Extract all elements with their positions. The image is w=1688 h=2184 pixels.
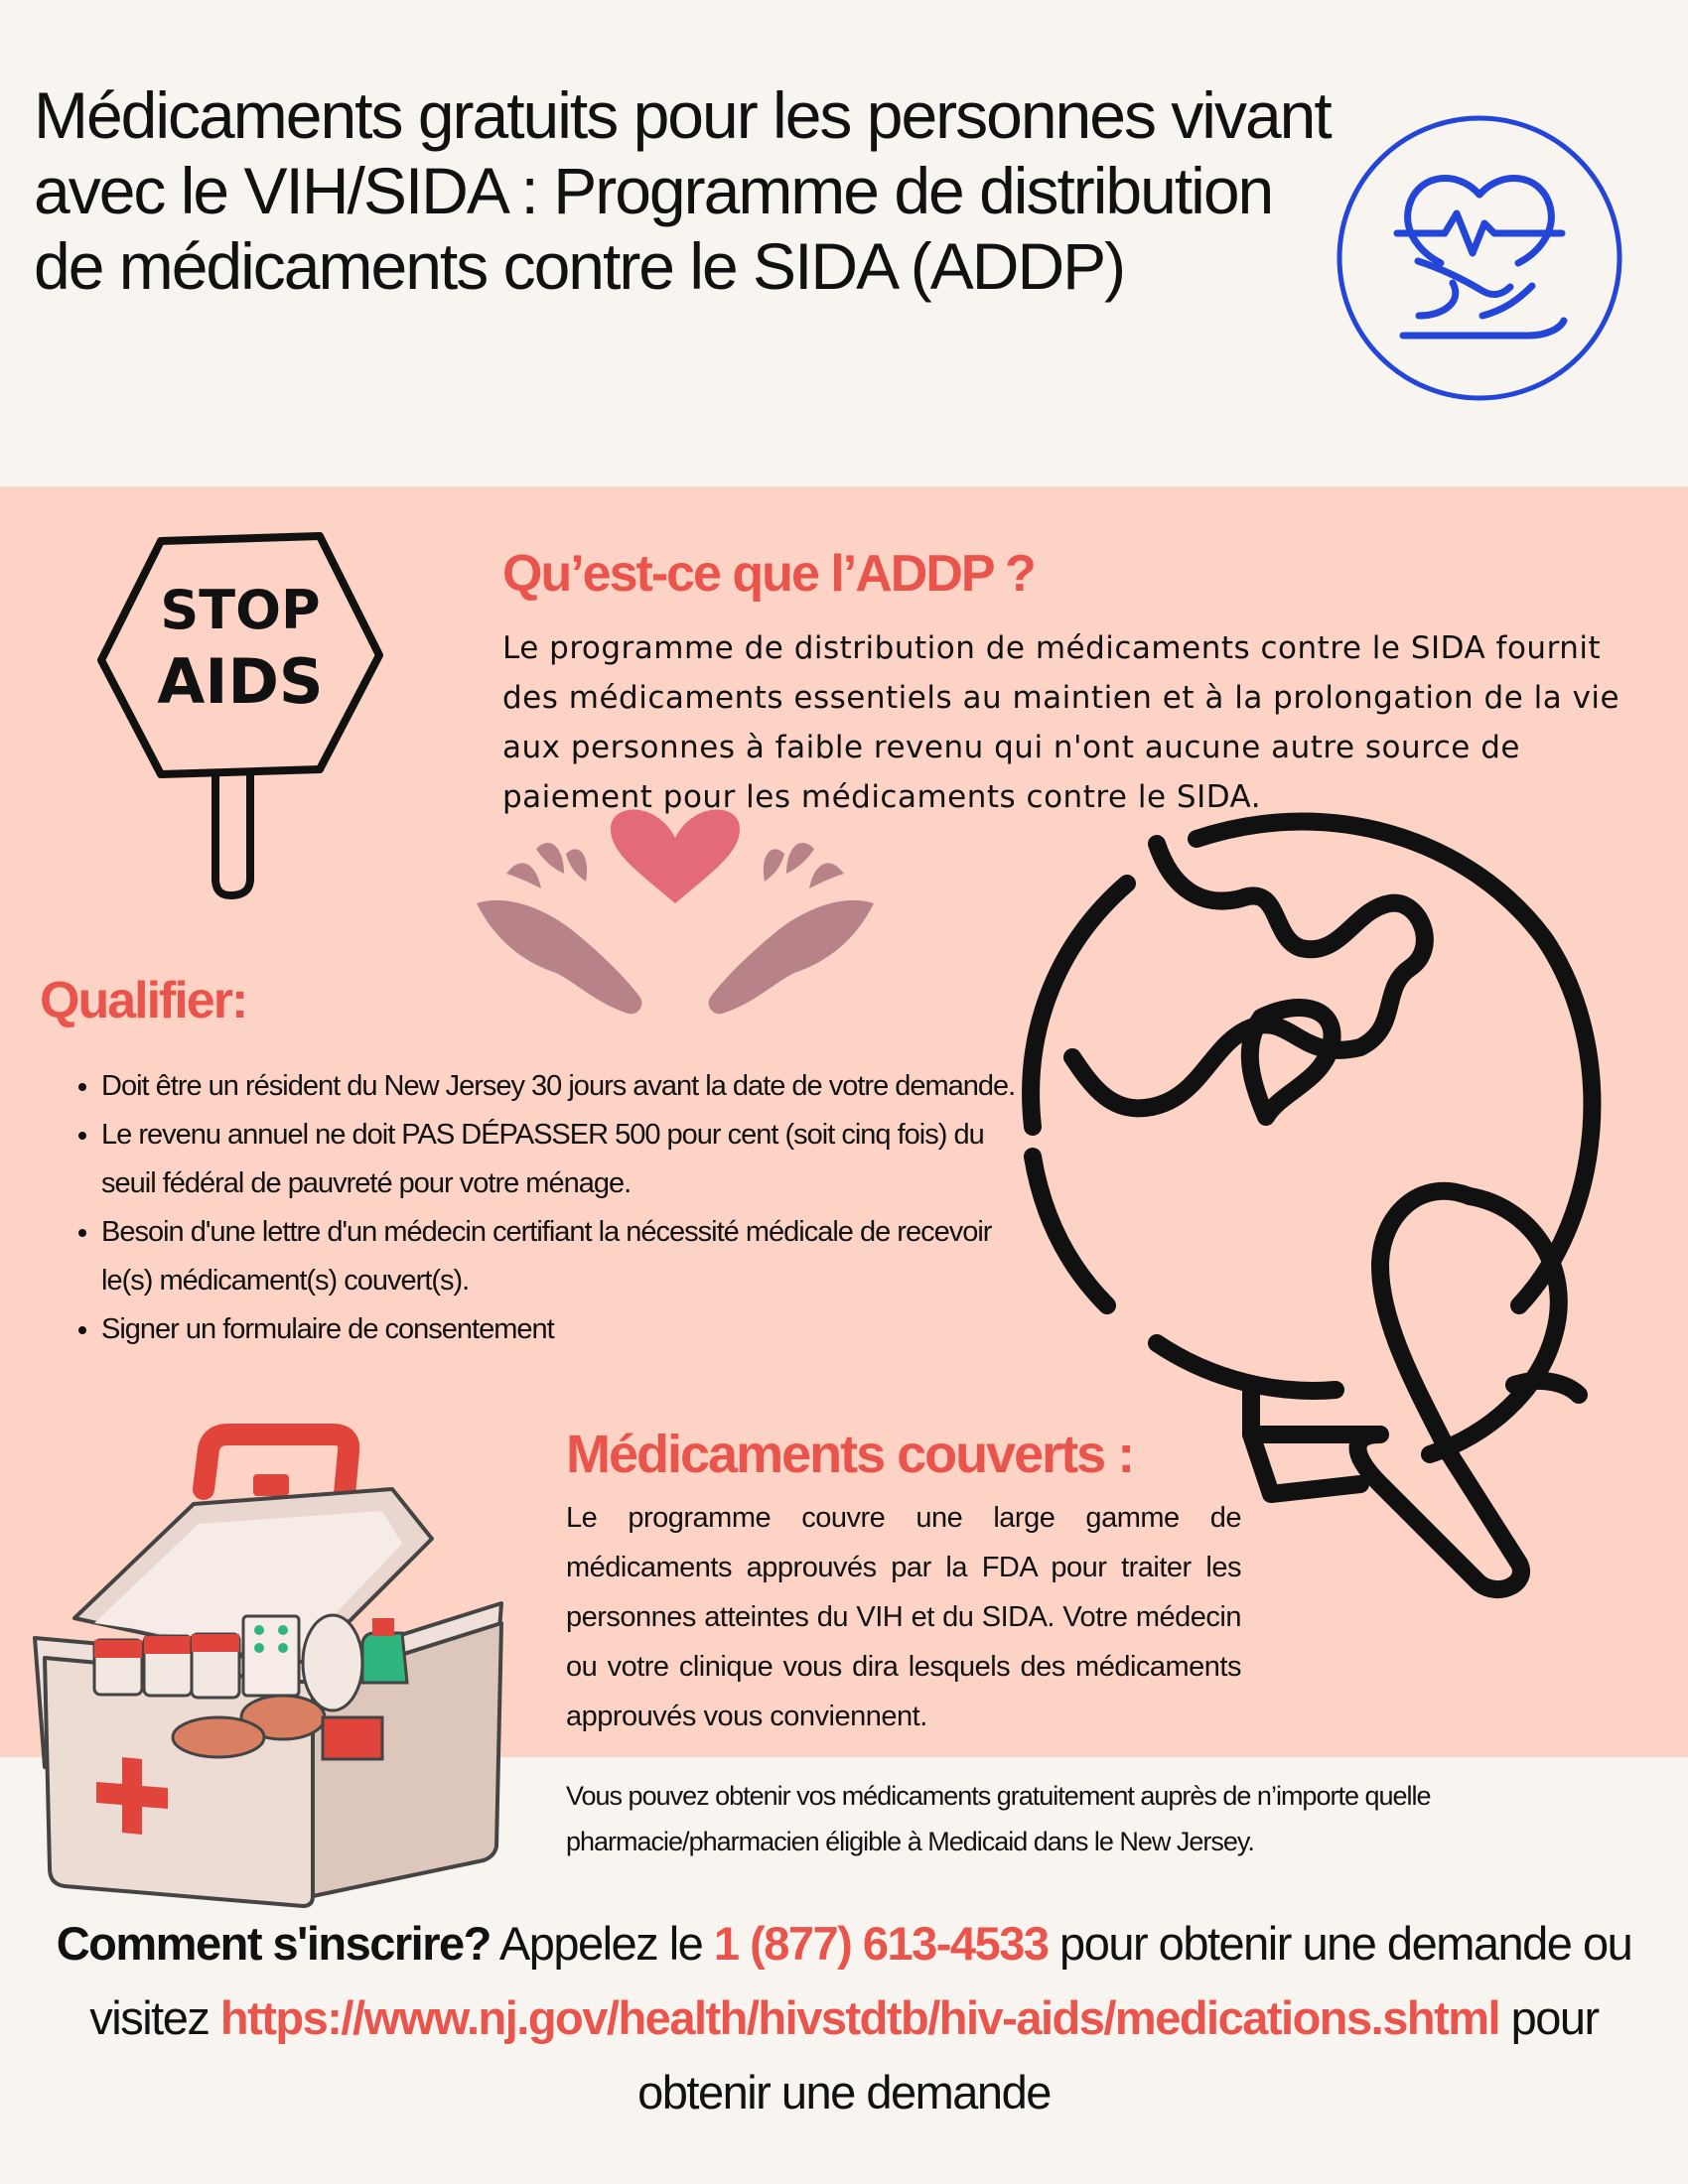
enroll-middle-text: pour obtenir une demande ou visitez — [89, 1917, 1632, 2044]
what-body: Le programme de distribution de médicaments contre le SIDA fournit des médicaments essentiels au maintien et à la prolongation de la vie aux personnes à faible revenu qui n'ont aucune autre source de paiement pour les médicaments contre le SIDA. — [502, 630, 1620, 815]
list-item: • Besoin d'une lettre d'un médecin certifiant la nécessité médicale de recevoir le(s) médicament(s) couvert(s). — [101, 1208, 1025, 1305]
application-url-link[interactable]: https://www.nj.gov/health/hivstdtb/hiv-aids/medications.shtml — [219, 1991, 1500, 2044]
qualify-list — [62, 1062, 1025, 1354]
pharmacy-note: Vous pouvez obtenir vos médicaments gratuitement auprès de n’importe quelle pharmacie/pharmacien éligible à Medicaid dans le New Jersey. — [566, 1781, 1431, 1856]
stop-text: STOP — [160, 579, 321, 641]
page-title: Médicaments gratuits pour les personnes vivant avec le VIH/SIDA : Programme de distribution de médicaments contre le SIDA (ADDP) — [34, 78, 1331, 303]
covered-body: Le programme couvre une large gamme de médicaments approuvés par la FDA pour traiter les personnes atteintes du VIH et du SIDA. Votre médecin ou votre clinique vous dira lesquels des médicaments approuvés vous conviennent. — [566, 1502, 1241, 1732]
enroll-info — [40, 1906, 1648, 2129]
heart-hand-health-icon — [1334, 112, 1625, 404]
medical-kit-icon — [15, 1410, 511, 1916]
enroll-suffix-text: pour obtenir une demande — [637, 1991, 1599, 2118]
covered-heading: Médicaments couverts : — [566, 1425, 1134, 1484]
list-item: • Le revenu annuel ne doit PAS DÉPASSER 500 pour cent (soit cinq fois) du seuil fédéral de pauvreté pour votre ménage. — [101, 1111, 1025, 1208]
enroll-call-text: Appelez le — [490, 1917, 714, 1970]
enroll-question: Comment s'inscrire? — [56, 1917, 491, 1970]
qualify-heading: Qualifier: — [40, 972, 247, 1029]
what-heading: Qu’est-ce que l’ADDP ? — [502, 545, 1035, 603]
list-item: • Signer un formulaire de consentement — [101, 1305, 1025, 1354]
heart-hands-icon — [467, 814, 884, 1023]
phone-number[interactable]: 1 (877) 613-4533 — [713, 1917, 1049, 1970]
list-item: • Doit être un résident du New Jersey 30 jours avant la date de votre demande. — [101, 1062, 1025, 1111]
stop-aids-sign-icon — [91, 526, 389, 913]
aids-text: AIDS — [157, 645, 324, 718]
